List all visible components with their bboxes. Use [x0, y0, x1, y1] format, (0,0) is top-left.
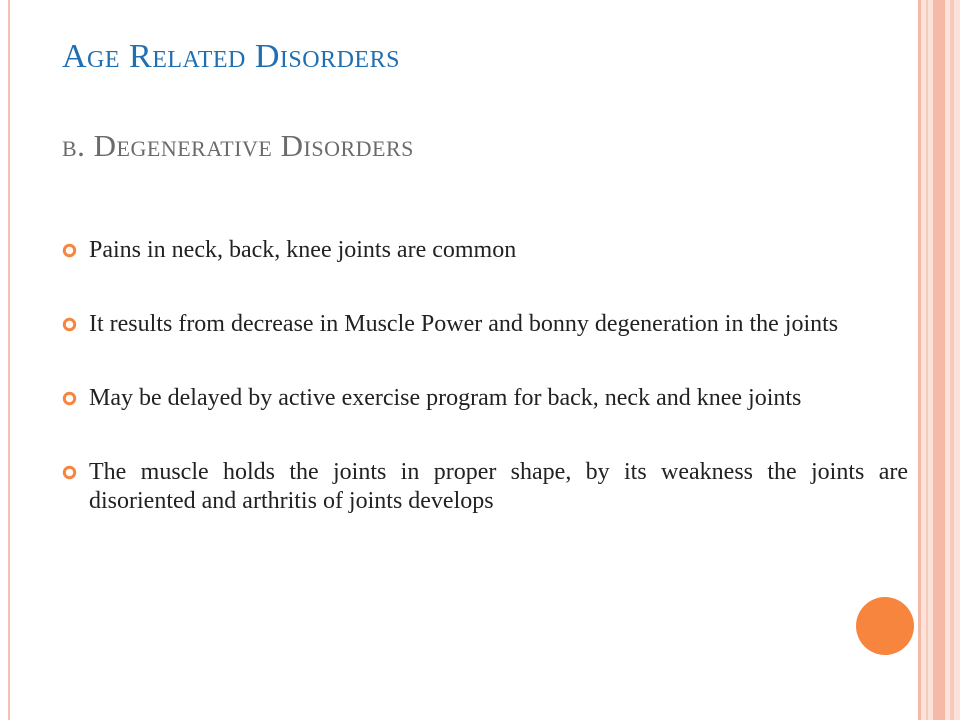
bullet-circle-icon: [62, 317, 77, 332]
slide-subtitle: b. Degenerative Disorders: [62, 128, 414, 163]
bullet-list: [62, 236, 908, 561]
right-stripe: [926, 0, 928, 720]
slide-title: Age Related Disorders: [62, 38, 400, 75]
bullet-item: [62, 236, 908, 265]
right-stripe: [933, 0, 945, 720]
bullet-item: [62, 310, 908, 339]
bullet-text: It results from decrease in Muscle Power and bonny degeneration in the joints: [89, 311, 839, 337]
bullet-circle-icon: [62, 391, 77, 406]
right-stripe: [918, 0, 921, 720]
bullet-circle-icon: [62, 465, 77, 480]
bullet-circle-icon: [62, 243, 77, 258]
bullet-item: [62, 458, 908, 516]
bullet-item: [62, 384, 908, 413]
left-border-line: [8, 0, 10, 720]
bullet-text: Pains in neck, back, knee joints are common: [89, 237, 517, 263]
bullet-text: The muscle holds the joints in proper shape, by its weakness the joints are disoriented and arthritis of joints develops: [89, 459, 908, 514]
orange-decorative-circle: [856, 597, 914, 655]
bullet-text: May be delayed by active exercise program for back, neck and knee joints: [89, 385, 802, 411]
right-stripe: [950, 0, 954, 720]
